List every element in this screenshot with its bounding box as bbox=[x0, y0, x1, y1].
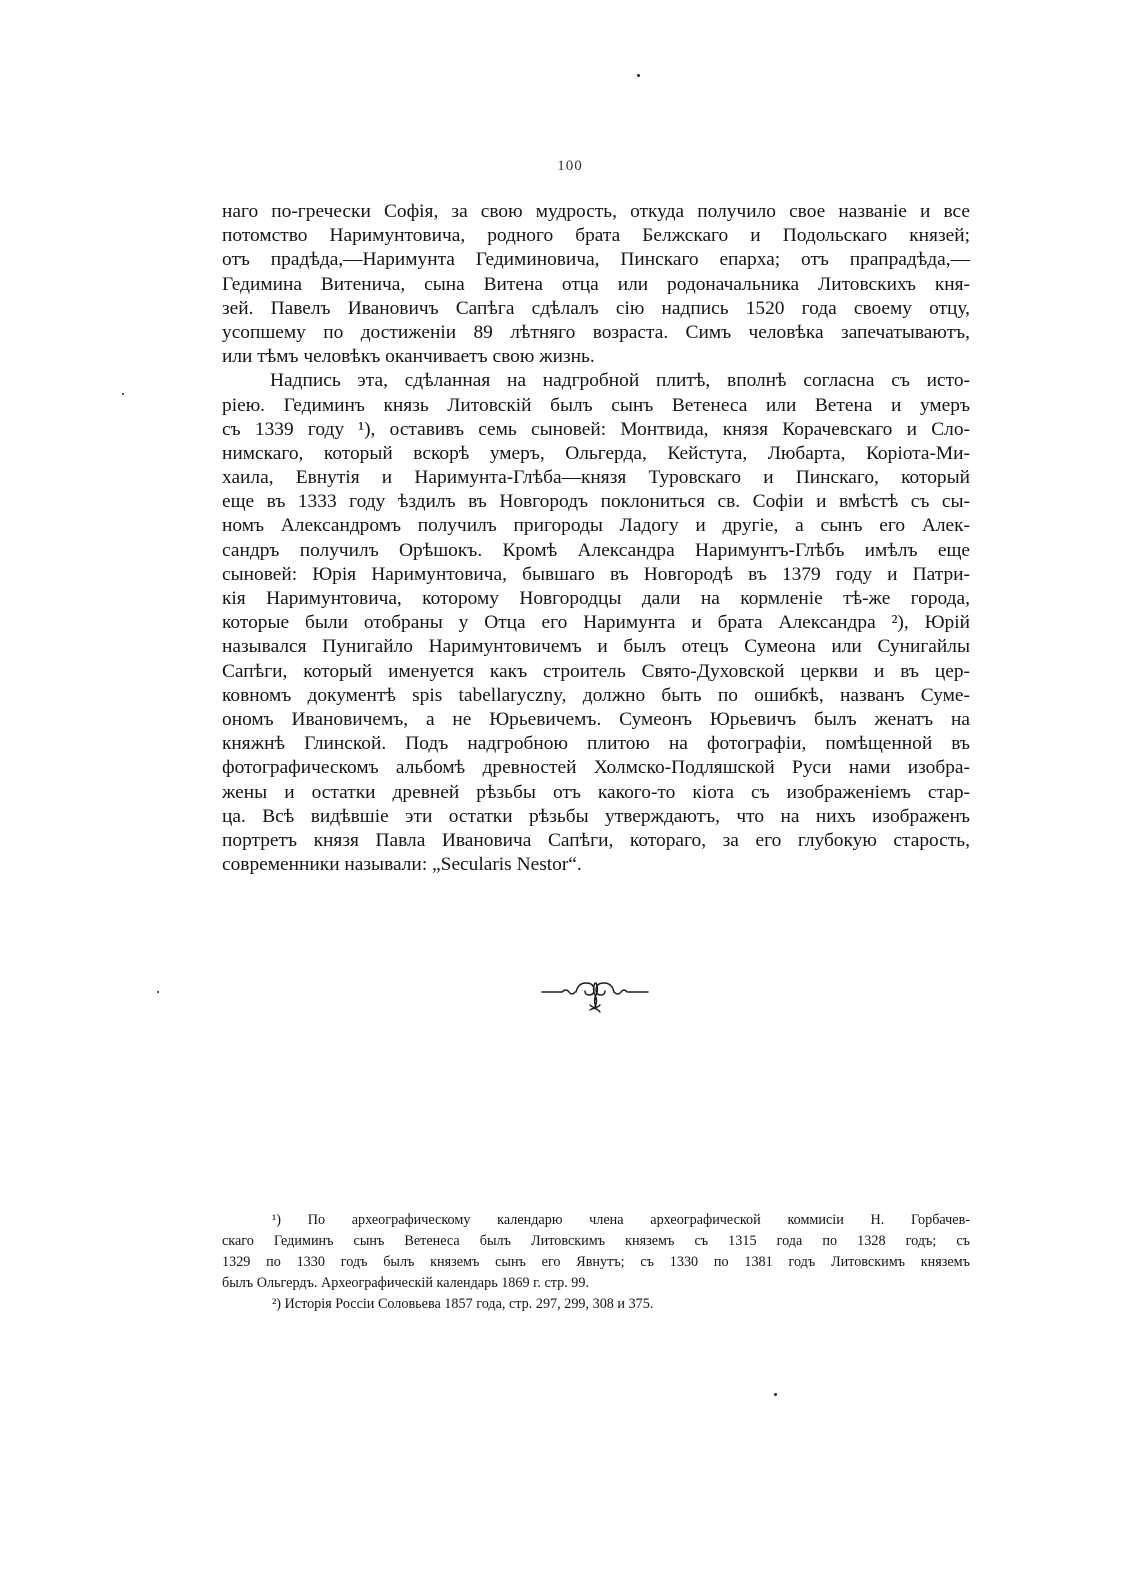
scan-speck bbox=[774, 1393, 777, 1396]
footnotes bbox=[222, 1210, 970, 1315]
text-line: жены и остатки древней рѣзьбы отъ какого-то кіота съ изображеніемъ стар- bbox=[222, 781, 970, 803]
text-line: Надпись эта, сдѣланная на надгробной плитѣ, вполнѣ согласна съ исто- bbox=[270, 370, 970, 392]
text-line: еще въ 1333 году ѣздилъ въ Новгородъ поклониться св. Софіи и вмѣстѣ съ сы- bbox=[222, 491, 970, 513]
text-line: наго по-гречески Софія, за свою мудрость, откуда получило свое названіе и все bbox=[222, 201, 970, 222]
text-line: фотографическомъ альбомѣ древностей Холмско-Подляшской Руси нами изобра- bbox=[222, 757, 970, 779]
text-line: сыновей: Юрія Наримунтовича, бывшаго въ Новгородѣ въ 1379 году и Патри- bbox=[222, 563, 970, 585]
text-line: ковномъ документѣ spis tabellaryczny, должно быть по ошибкѣ, названъ Суме- bbox=[222, 684, 970, 706]
text-line: назывался Пунигайло Наримунтовичемъ и былъ отецъ Сумеона или Сунигайлы bbox=[222, 636, 970, 658]
text-line: княжнѣ Глинской. Подъ надгробною плитою на фотографіи, помѣщенной въ bbox=[222, 733, 970, 755]
text-line: съ 1339 году ¹), оставивъ семь сыновей: Монтвида, князя Корачевскаго и Сло- bbox=[222, 418, 970, 440]
text-line: ріею. Гедиминъ князь Литовскій былъ сынъ Ветенеса или Ветена и умеръ bbox=[222, 394, 970, 416]
text-line: усопшему по достиженіи 89 лѣтняго возраста. Симъ человѣка запечатываютъ, bbox=[222, 321, 970, 343]
text-line: ономъ Ивановичемъ, а не Юрьевичемъ. Сумеонъ Юрьевичъ былъ женатъ на bbox=[222, 708, 970, 730]
text-line: или тѣмъ человѣкъ оканчиваетъ свою жизнь. bbox=[222, 346, 595, 368]
text-line: ца. Всѣ видѣвшіе эти остатки рѣзьбы утверждаютъ, что на нихъ изображенъ bbox=[222, 805, 970, 827]
page-number: 100 bbox=[557, 158, 583, 174]
scan-speck bbox=[122, 393, 124, 395]
text-line: современники называли: „Secularis Nestor“. bbox=[222, 854, 582, 876]
fleuron-ornament-icon bbox=[540, 975, 650, 1017]
footnote-line: 1329 по 1330 годъ былъ княземъ сынъ его Явнутъ; съ 1330 по 1381 годъ Литовскимъ княземъ bbox=[222, 1254, 970, 1270]
footnote bbox=[222, 1210, 970, 1294]
scan-speck bbox=[157, 991, 159, 993]
body-text bbox=[222, 200, 970, 877]
text-line: номъ Александромъ получилъ пригороды Ладогу и другіе, а сынъ его Алек- bbox=[222, 515, 970, 537]
scan-speck bbox=[637, 74, 640, 77]
paragraph bbox=[222, 200, 970, 369]
footnote-line: былъ Ольгердъ. Археографическій календарь 1869 г. стр. 99. bbox=[222, 1275, 590, 1291]
footnote-line: ²) Исторія Россіи Соловьева 1857 года, стр. 297, 299, 308 и 375. bbox=[272, 1296, 654, 1312]
text-line: портретъ князя Павла Ивановича Сапѣги, котораго, за его глубокую старость, bbox=[222, 829, 970, 851]
footnote bbox=[222, 1294, 970, 1315]
text-line: зей. Павелъ Ивановичъ Сапѣга сдѣлалъ сію надпись 1520 года своему отцу, bbox=[222, 297, 970, 319]
text-line: Гедимина Витенича, сына Витена отца или родоначальника Литовскихъ кня- bbox=[222, 273, 970, 295]
paragraph bbox=[222, 369, 970, 877]
text-line: нимскаго, который вскорѣ умеръ, Ольгерда, Кейстута, Любарта, Коріота-Ми- bbox=[222, 442, 970, 464]
text-line: потомство Наримунтовича, родного брата Белжскаго и Подольскаго князей; bbox=[222, 225, 970, 247]
text-line: отъ прадѣда,—Наримунта Гедиминовича, Пинскаго епарха; отъ прапрадѣда,— bbox=[222, 249, 970, 271]
footnote-line: ¹) По археографическому календарю члена археографической коммисіи Н. Горбачев- bbox=[272, 1212, 970, 1228]
footnote-line: скаго Гедиминъ сынъ Ветенеса былъ Литовскимъ княземъ съ 1315 года по 1328 годъ; съ bbox=[222, 1233, 970, 1249]
text-line: кія Наримунтовича, которому Новгородцы дали на кормленіе тѣ-же города, bbox=[222, 588, 970, 609]
text-line: сандръ получилъ Орѣшокъ. Кромѣ Александра Наримунтъ-Глѣбъ имѣлъ еще bbox=[222, 539, 970, 561]
text-line: Сапѣги, который именуется какъ строитель Свято-Духовской церкви и въ цер- bbox=[222, 660, 970, 682]
text-line: которые были отобраны у Отца его Наримунта и брата Александра ²), Юрій bbox=[222, 612, 970, 634]
text-line: хаила, Евнутія и Наримунта-Глѣба—князя Туровскаго и Пинскаго, который bbox=[222, 467, 970, 489]
